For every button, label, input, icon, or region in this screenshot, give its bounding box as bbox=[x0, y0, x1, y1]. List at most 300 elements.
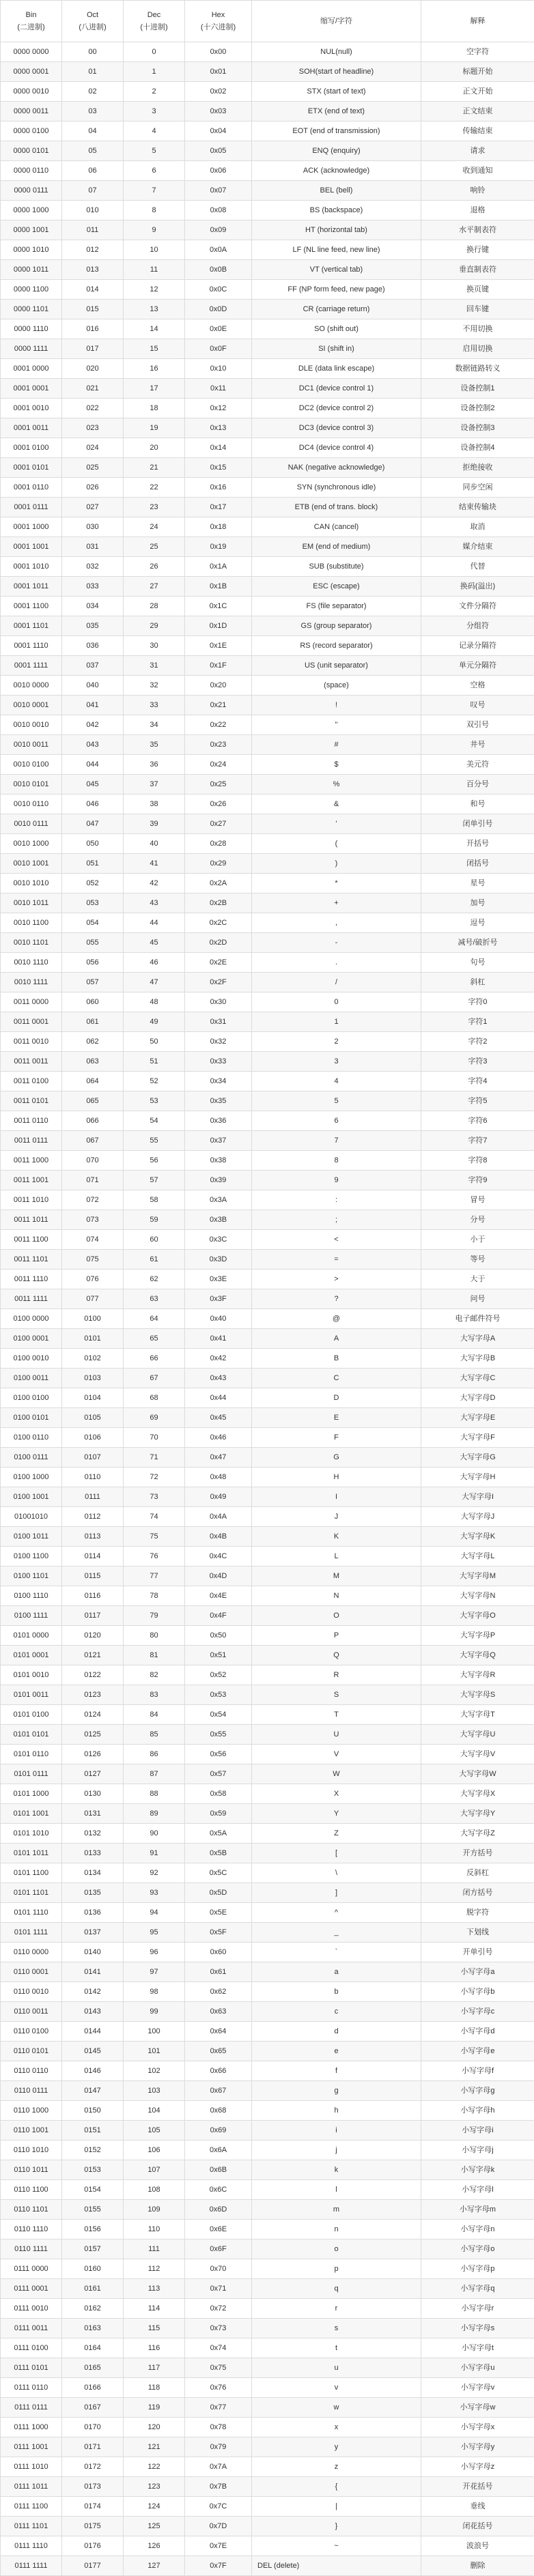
cell-desc: 设备控制3 bbox=[421, 418, 534, 438]
cell-dec: 52 bbox=[124, 1072, 185, 1091]
cell-oct: 030 bbox=[62, 517, 124, 537]
cell-dec: 105 bbox=[124, 2121, 185, 2141]
cell-hex: 0x18 bbox=[185, 517, 252, 537]
cell-dec: 96 bbox=[124, 1943, 185, 1962]
cell-bin: 0010 0011 bbox=[1, 735, 62, 755]
cell-abbr: G bbox=[252, 1448, 421, 1468]
cell-oct: 0147 bbox=[62, 2081, 124, 2101]
cell-dec: 82 bbox=[124, 1665, 185, 1685]
cell-dec: 86 bbox=[124, 1745, 185, 1764]
cell-oct: 0101 bbox=[62, 1329, 124, 1349]
cell-bin: 0010 0000 bbox=[1, 676, 62, 696]
cell-abbr: D bbox=[252, 1388, 421, 1408]
cell-abbr: H bbox=[252, 1468, 421, 1487]
table-row bbox=[1, 2081, 534, 2101]
cell-desc: 井号 bbox=[421, 735, 534, 755]
cell-abbr: 0 bbox=[252, 992, 421, 1012]
cell-dec: 47 bbox=[124, 973, 185, 992]
cell-bin: 0111 1101 bbox=[1, 2517, 62, 2536]
cell-oct: 024 bbox=[62, 438, 124, 458]
cell-dec: 4 bbox=[124, 121, 185, 141]
cell-hex: 0x74 bbox=[185, 2338, 252, 2358]
cell-bin: 0100 1111 bbox=[1, 1606, 62, 1626]
cell-dec: 73 bbox=[124, 1487, 185, 1507]
cell-oct: 0155 bbox=[62, 2200, 124, 2220]
cell-bin: 01001010 bbox=[1, 1507, 62, 1527]
cell-dec: 70 bbox=[124, 1428, 185, 1448]
cell-abbr: M bbox=[252, 1566, 421, 1586]
cell-oct: 0156 bbox=[62, 2220, 124, 2239]
table-row bbox=[1, 636, 534, 656]
cell-abbr: N bbox=[252, 1586, 421, 1606]
cell-desc: 小写字母e bbox=[421, 2042, 534, 2061]
cell-desc: 开单引号 bbox=[421, 1943, 534, 1962]
cell-bin: 0100 0000 bbox=[1, 1309, 62, 1329]
table-row bbox=[1, 1606, 534, 1626]
cell-abbr: ACK (acknowledge) bbox=[252, 161, 421, 181]
cell-oct: 012 bbox=[62, 240, 124, 260]
cell-bin: 0010 1110 bbox=[1, 953, 62, 973]
cell-desc: 大写字母Y bbox=[421, 1804, 534, 1824]
cell-oct: 014 bbox=[62, 280, 124, 300]
cell-bin: 0010 1010 bbox=[1, 874, 62, 893]
table-row bbox=[1, 2517, 534, 2536]
cell-dec: 81 bbox=[124, 1646, 185, 1665]
cell-dec: 22 bbox=[124, 478, 185, 498]
table-row bbox=[1, 2239, 534, 2259]
cell-oct: 0135 bbox=[62, 1883, 124, 1903]
table-row bbox=[1, 676, 534, 696]
cell-desc: 单元分隔符 bbox=[421, 656, 534, 676]
cell-desc: 问号 bbox=[421, 1289, 534, 1309]
cell-abbr: VT (vertical tab) bbox=[252, 260, 421, 280]
cell-dec: 89 bbox=[124, 1804, 185, 1824]
cell-abbr: EM (end of medium) bbox=[252, 537, 421, 557]
cell-oct: 050 bbox=[62, 834, 124, 854]
cell-dec: 55 bbox=[124, 1131, 185, 1151]
cell-dec: 18 bbox=[124, 399, 185, 418]
cell-dec: 31 bbox=[124, 656, 185, 676]
cell-oct: 0175 bbox=[62, 2517, 124, 2536]
cell-dec: 1 bbox=[124, 62, 185, 82]
cell-oct: 042 bbox=[62, 715, 124, 735]
cell-bin: 0001 0101 bbox=[1, 458, 62, 478]
cell-oct: 032 bbox=[62, 557, 124, 577]
cell-desc: 开方括号 bbox=[421, 1844, 534, 1863]
cell-dec: 76 bbox=[124, 1547, 185, 1566]
cell-hex: 0x0A bbox=[185, 240, 252, 260]
cell-oct: 022 bbox=[62, 399, 124, 418]
cell-hex: 0x17 bbox=[185, 498, 252, 517]
cell-desc: 小写字母h bbox=[421, 2101, 534, 2121]
cell-oct: 0157 bbox=[62, 2239, 124, 2259]
cell-oct: 0111 bbox=[62, 1487, 124, 1507]
cell-abbr: B bbox=[252, 1349, 421, 1369]
cell-desc: 正文开始 bbox=[421, 82, 534, 102]
cell-hex: 0x1D bbox=[185, 616, 252, 636]
cell-abbr: SO (shift out) bbox=[252, 319, 421, 339]
cell-desc: 美元符 bbox=[421, 755, 534, 775]
cell-hex: 0x44 bbox=[185, 1388, 252, 1408]
cell-dec: 124 bbox=[124, 2497, 185, 2517]
cell-abbr: NUL(null) bbox=[252, 42, 421, 62]
table-row bbox=[1, 2121, 534, 2141]
cell-oct: 0133 bbox=[62, 1844, 124, 1863]
cell-abbr: Q bbox=[252, 1646, 421, 1665]
cell-bin: 0101 1010 bbox=[1, 1824, 62, 1844]
cell-desc: 字符2 bbox=[421, 1032, 534, 1052]
cell-dec: 94 bbox=[124, 1903, 185, 1923]
table-row bbox=[1, 280, 534, 300]
cell-abbr: ) bbox=[252, 854, 421, 874]
table-row bbox=[1, 319, 534, 339]
cell-abbr: GS (group separator) bbox=[252, 616, 421, 636]
table-row bbox=[1, 2358, 534, 2378]
cell-abbr: h bbox=[252, 2101, 421, 2121]
cell-abbr: F bbox=[252, 1428, 421, 1448]
table-row bbox=[1, 2200, 534, 2220]
cell-oct: 026 bbox=[62, 478, 124, 498]
cell-hex: 0x2D bbox=[185, 933, 252, 953]
cell-dec: 114 bbox=[124, 2299, 185, 2319]
cell-hex: 0x64 bbox=[185, 2022, 252, 2042]
cell-hex: 0x5C bbox=[185, 1863, 252, 1883]
cell-desc: 大写字母L bbox=[421, 1547, 534, 1566]
cell-abbr: ; bbox=[252, 1210, 421, 1230]
cell-desc: 字符8 bbox=[421, 1151, 534, 1171]
cell-abbr: . bbox=[252, 953, 421, 973]
cell-abbr: T bbox=[252, 1705, 421, 1725]
cell-abbr: c bbox=[252, 2002, 421, 2022]
cell-oct: 0145 bbox=[62, 2042, 124, 2061]
cell-desc: 小写字母g bbox=[421, 2081, 534, 2101]
cell-dec: 15 bbox=[124, 339, 185, 359]
cell-oct: 0164 bbox=[62, 2338, 124, 2358]
cell-abbr: R bbox=[252, 1665, 421, 1685]
cell-hex: 0x5E bbox=[185, 1903, 252, 1923]
cell-bin: 0011 1011 bbox=[1, 1210, 62, 1230]
cell-hex: 0x04 bbox=[185, 121, 252, 141]
cell-abbr: DC2 (device control 2) bbox=[252, 399, 421, 418]
cell-dec: 45 bbox=[124, 933, 185, 953]
table-row bbox=[1, 1626, 534, 1646]
cell-bin: 0000 1001 bbox=[1, 220, 62, 240]
cell-abbr: + bbox=[252, 893, 421, 913]
cell-oct: 0121 bbox=[62, 1646, 124, 1665]
table-row bbox=[1, 715, 534, 735]
cell-abbr: DC3 (device control 3) bbox=[252, 418, 421, 438]
cell-bin: 0010 0100 bbox=[1, 755, 62, 775]
cell-dec: 115 bbox=[124, 2319, 185, 2338]
cell-desc: 小写字母p bbox=[421, 2259, 534, 2279]
cell-desc: 大写字母F bbox=[421, 1428, 534, 1448]
cell-abbr: a bbox=[252, 1962, 421, 1982]
cell-oct: 067 bbox=[62, 1131, 124, 1151]
cell-desc: 闭括号 bbox=[421, 854, 534, 874]
cell-abbr: 8 bbox=[252, 1151, 421, 1171]
cell-hex: 0x3C bbox=[185, 1230, 252, 1250]
cell-bin: 0111 0101 bbox=[1, 2358, 62, 2378]
cell-hex: 0x3F bbox=[185, 1289, 252, 1309]
cell-bin: 0011 1101 bbox=[1, 1250, 62, 1270]
cell-abbr: CAN (cancel) bbox=[252, 517, 421, 537]
table-header-row bbox=[1, 1, 534, 42]
table-row bbox=[1, 2457, 534, 2477]
cell-abbr: HT (horizontal tab) bbox=[252, 220, 421, 240]
cell-dec: 59 bbox=[124, 1210, 185, 1230]
cell-bin: 0111 0001 bbox=[1, 2279, 62, 2299]
cell-abbr: = bbox=[252, 1250, 421, 1270]
cell-dec: 42 bbox=[124, 874, 185, 893]
cell-abbr: ! bbox=[252, 696, 421, 715]
cell-oct: 070 bbox=[62, 1151, 124, 1171]
cell-hex: 0x67 bbox=[185, 2081, 252, 2101]
cell-hex: 0x0B bbox=[185, 260, 252, 280]
cell-hex: 0x51 bbox=[185, 1646, 252, 1665]
cell-desc: 冒号 bbox=[421, 1190, 534, 1210]
cell-dec: 119 bbox=[124, 2398, 185, 2418]
cell-hex: 0x23 bbox=[185, 735, 252, 755]
cell-bin: 0001 1100 bbox=[1, 597, 62, 616]
cell-bin: 0000 0000 bbox=[1, 42, 62, 62]
cell-hex: 0x25 bbox=[185, 775, 252, 795]
cell-bin: 0110 0111 bbox=[1, 2081, 62, 2101]
table-row bbox=[1, 2259, 534, 2279]
cell-oct: 045 bbox=[62, 775, 124, 795]
cell-hex: 0x58 bbox=[185, 1784, 252, 1804]
cell-oct: 0170 bbox=[62, 2418, 124, 2437]
cell-dec: 75 bbox=[124, 1527, 185, 1547]
cell-abbr: S bbox=[252, 1685, 421, 1705]
table-row bbox=[1, 1012, 534, 1032]
cell-bin: 0100 1101 bbox=[1, 1566, 62, 1586]
cell-dec: 90 bbox=[124, 1824, 185, 1844]
cell-bin: 0001 1111 bbox=[1, 656, 62, 676]
cell-abbr: ESC (escape) bbox=[252, 577, 421, 597]
header-hex bbox=[185, 1, 252, 42]
cell-hex: 0x72 bbox=[185, 2299, 252, 2319]
cell-bin: 0010 1100 bbox=[1, 913, 62, 933]
cell-abbr: i bbox=[252, 2121, 421, 2141]
cell-oct: 00 bbox=[62, 42, 124, 62]
cell-dec: 87 bbox=[124, 1764, 185, 1784]
cell-oct: 054 bbox=[62, 913, 124, 933]
cell-desc: 字符6 bbox=[421, 1111, 534, 1131]
table-row bbox=[1, 616, 534, 636]
cell-bin: 0110 1111 bbox=[1, 2239, 62, 2259]
cell-bin: 0111 0011 bbox=[1, 2319, 62, 2338]
cell-desc: 大写字母U bbox=[421, 1725, 534, 1745]
cell-hex: 0x38 bbox=[185, 1151, 252, 1171]
cell-bin: 0000 1110 bbox=[1, 319, 62, 339]
cell-oct: 0143 bbox=[62, 2002, 124, 2022]
cell-hex: 0x01 bbox=[185, 62, 252, 82]
cell-desc: 等号 bbox=[421, 1250, 534, 1270]
cell-desc: 减号/破折号 bbox=[421, 933, 534, 953]
table-row bbox=[1, 121, 534, 141]
cell-oct: 0110 bbox=[62, 1468, 124, 1487]
cell-hex: 0x46 bbox=[185, 1428, 252, 1448]
cell-oct: 063 bbox=[62, 1052, 124, 1072]
cell-dec: 99 bbox=[124, 2002, 185, 2022]
header-oct-subtitle: (八进制) bbox=[64, 21, 121, 33]
cell-oct: 0146 bbox=[62, 2061, 124, 2081]
cell-desc: 小写字母j bbox=[421, 2141, 534, 2160]
table-row bbox=[1, 62, 534, 82]
cell-desc: 大写字母A bbox=[421, 1329, 534, 1349]
cell-dec: 33 bbox=[124, 696, 185, 715]
cell-oct: 064 bbox=[62, 1072, 124, 1091]
cell-bin: 0001 0010 bbox=[1, 399, 62, 418]
table-row bbox=[1, 1863, 534, 1883]
table-row bbox=[1, 2042, 534, 2061]
cell-desc: 大写字母D bbox=[421, 1388, 534, 1408]
cell-desc: 逗号 bbox=[421, 913, 534, 933]
cell-dec: 14 bbox=[124, 319, 185, 339]
cell-hex: 0x33 bbox=[185, 1052, 252, 1072]
cell-bin: 0000 1010 bbox=[1, 240, 62, 260]
cell-abbr: ? bbox=[252, 1289, 421, 1309]
table-row bbox=[1, 2319, 534, 2338]
table-row bbox=[1, 1883, 534, 1903]
cell-desc: 大写字母T bbox=[421, 1705, 534, 1725]
table-row bbox=[1, 795, 534, 814]
cell-hex: 0x1B bbox=[185, 577, 252, 597]
cell-desc: 换行键 bbox=[421, 240, 534, 260]
table-row bbox=[1, 775, 534, 795]
cell-bin: 0110 0110 bbox=[1, 2061, 62, 2081]
cell-bin: 0111 1000 bbox=[1, 2418, 62, 2437]
table-row bbox=[1, 220, 534, 240]
cell-hex: 0x6F bbox=[185, 2239, 252, 2259]
cell-oct: 0136 bbox=[62, 1903, 124, 1923]
cell-bin: 0010 0001 bbox=[1, 696, 62, 715]
cell-dec: 3 bbox=[124, 102, 185, 121]
cell-hex: 0x48 bbox=[185, 1468, 252, 1487]
cell-oct: 0114 bbox=[62, 1547, 124, 1566]
cell-dec: 122 bbox=[124, 2457, 185, 2477]
cell-abbr: { bbox=[252, 2477, 421, 2497]
cell-bin: 0001 0011 bbox=[1, 418, 62, 438]
cell-abbr: K bbox=[252, 1527, 421, 1547]
cell-hex: 0x2A bbox=[185, 874, 252, 893]
table-row bbox=[1, 1566, 534, 1586]
cell-hex: 0x13 bbox=[185, 418, 252, 438]
cell-oct: 062 bbox=[62, 1032, 124, 1052]
cell-hex: 0x32 bbox=[185, 1032, 252, 1052]
cell-bin: 0001 1001 bbox=[1, 537, 62, 557]
table-row bbox=[1, 1250, 534, 1270]
table-row bbox=[1, 1903, 534, 1923]
cell-hex: 0x4E bbox=[185, 1586, 252, 1606]
table-row bbox=[1, 696, 534, 715]
cell-abbr: E bbox=[252, 1408, 421, 1428]
table-row bbox=[1, 597, 534, 616]
cell-abbr: ETB (end of trans. block) bbox=[252, 498, 421, 517]
cell-oct: 031 bbox=[62, 537, 124, 557]
cell-abbr: X bbox=[252, 1784, 421, 1804]
cell-dec: 84 bbox=[124, 1705, 185, 1725]
cell-bin: 0000 0100 bbox=[1, 121, 62, 141]
cell-hex: 0x3A bbox=[185, 1190, 252, 1210]
cell-hex: 0x71 bbox=[185, 2279, 252, 2299]
cell-hex: 0x39 bbox=[185, 1171, 252, 1190]
cell-bin: 0100 0011 bbox=[1, 1369, 62, 1388]
cell-bin: 0011 1111 bbox=[1, 1289, 62, 1309]
cell-hex: 0x36 bbox=[185, 1111, 252, 1131]
cell-abbr: > bbox=[252, 1270, 421, 1289]
cell-bin: 0010 0111 bbox=[1, 814, 62, 834]
cell-abbr: b bbox=[252, 1982, 421, 2002]
cell-oct: 025 bbox=[62, 458, 124, 478]
cell-dec: 125 bbox=[124, 2517, 185, 2536]
cell-bin: 0101 1011 bbox=[1, 1844, 62, 1863]
cell-bin: 0101 1100 bbox=[1, 1863, 62, 1883]
cell-abbr: : bbox=[252, 1190, 421, 1210]
cell-bin: 0100 0100 bbox=[1, 1388, 62, 1408]
cell-desc: 小写字母r bbox=[421, 2299, 534, 2319]
table-row bbox=[1, 1923, 534, 1943]
table-row bbox=[1, 1072, 534, 1091]
cell-abbr: C bbox=[252, 1369, 421, 1388]
cell-hex: 0x66 bbox=[185, 2061, 252, 2081]
cell-abbr: k bbox=[252, 2160, 421, 2180]
cell-oct: 0161 bbox=[62, 2279, 124, 2299]
cell-desc: 大写字母R bbox=[421, 1665, 534, 1685]
header-bin-title: Bin bbox=[3, 9, 59, 21]
cell-hex: 0x0E bbox=[185, 319, 252, 339]
cell-desc: 大写字母Z bbox=[421, 1824, 534, 1844]
cell-hex: 0x41 bbox=[185, 1329, 252, 1349]
table-row bbox=[1, 517, 534, 537]
cell-desc: 分号 bbox=[421, 1210, 534, 1230]
cell-hex: 0x7A bbox=[185, 2457, 252, 2477]
cell-desc: 空字符 bbox=[421, 42, 534, 62]
cell-oct: 07 bbox=[62, 181, 124, 201]
cell-dec: 112 bbox=[124, 2259, 185, 2279]
cell-abbr: BS (backspace) bbox=[252, 201, 421, 220]
cell-hex: 0x6A bbox=[185, 2141, 252, 2160]
cell-oct: 046 bbox=[62, 795, 124, 814]
cell-desc: 电子邮件符号 bbox=[421, 1309, 534, 1329]
table-row bbox=[1, 1111, 534, 1131]
table-row bbox=[1, 42, 534, 62]
cell-desc: 字符0 bbox=[421, 992, 534, 1012]
header-hex-subtitle: (十六进制) bbox=[187, 21, 249, 33]
cell-dec: 26 bbox=[124, 557, 185, 577]
cell-dec: 100 bbox=[124, 2022, 185, 2042]
table-row bbox=[1, 2002, 534, 2022]
table-row bbox=[1, 1784, 534, 1804]
cell-hex: 0x00 bbox=[185, 42, 252, 62]
cell-hex: 0x75 bbox=[185, 2358, 252, 2378]
cell-hex: 0x78 bbox=[185, 2418, 252, 2437]
cell-oct: 0172 bbox=[62, 2457, 124, 2477]
table-row bbox=[1, 1804, 534, 1824]
cell-desc: 不用切换 bbox=[421, 319, 534, 339]
cell-dec: 123 bbox=[124, 2477, 185, 2497]
cell-hex: 0x20 bbox=[185, 676, 252, 696]
cell-abbr: m bbox=[252, 2200, 421, 2220]
cell-oct: 0126 bbox=[62, 1745, 124, 1764]
cell-bin: 0110 0010 bbox=[1, 1982, 62, 2002]
cell-bin: 0001 1000 bbox=[1, 517, 62, 537]
cell-oct: 074 bbox=[62, 1230, 124, 1250]
cell-hex: 0x6B bbox=[185, 2160, 252, 2180]
table-row bbox=[1, 181, 534, 201]
cell-oct: 0113 bbox=[62, 1527, 124, 1547]
cell-desc: 大写字母H bbox=[421, 1468, 534, 1487]
